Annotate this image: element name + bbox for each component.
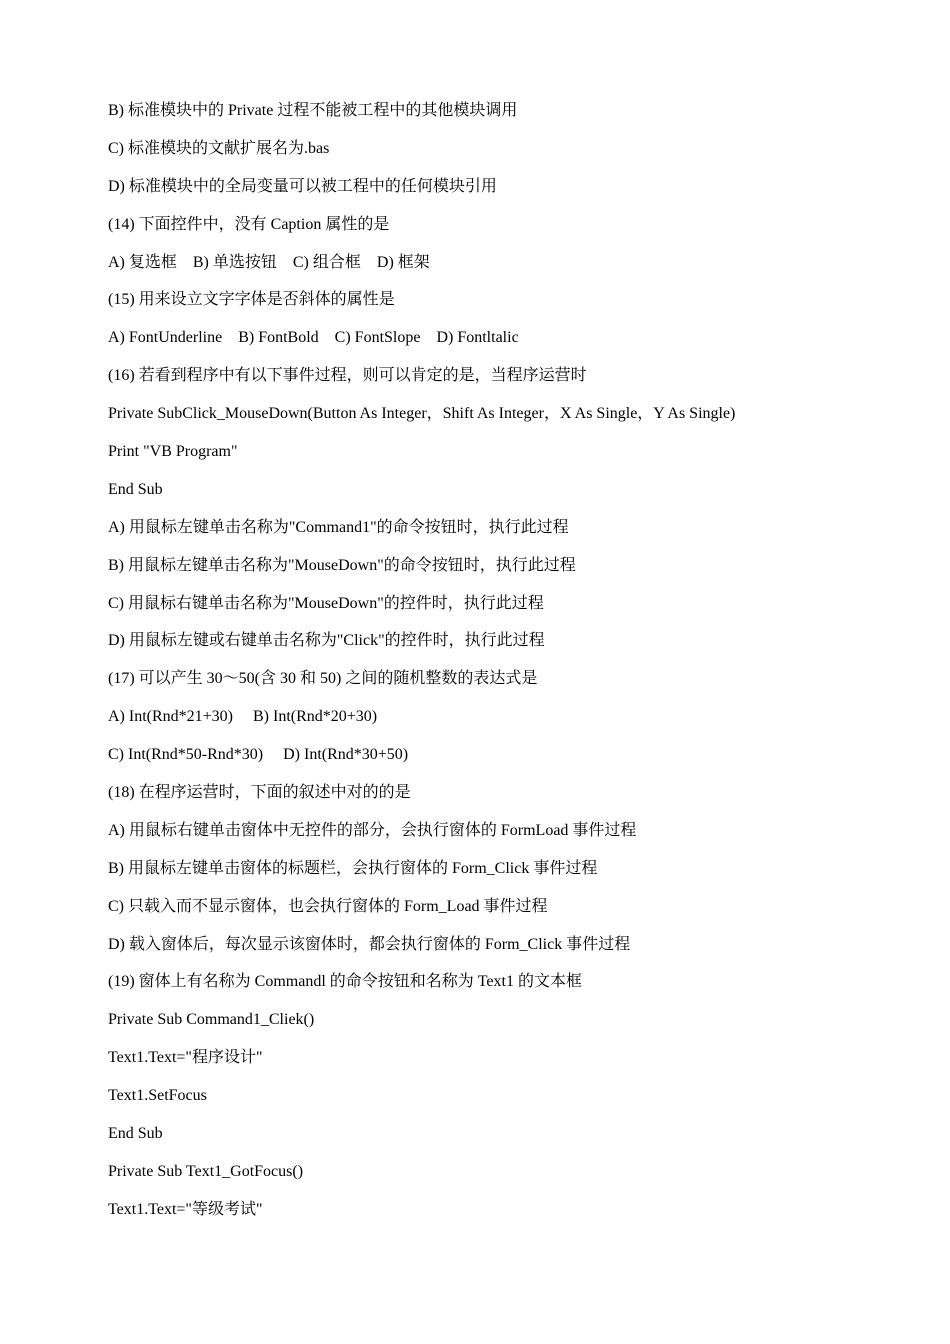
code-line: Text1.Text="等级考试": [108, 1200, 263, 1218]
question-18-option-d: D) 载入窗体后，每次显示该窗体时，都会执行窗体的 Form_Click 事件过程: [108, 935, 631, 953]
question-17-options-ab: A) Int(Rnd*21+30) B) Int(Rnd*20+30): [108, 708, 378, 726]
question-18-option-c: C) 只载入而不显示窗体，也会执行窗体的 Form_Load 事件过程: [108, 897, 548, 915]
question-16-option-c: C) 用鼠标右键单击名称为"MouseDown"的控件时，执行此过程: [108, 594, 544, 612]
option-b-line: B) 标准模块中的 Private 过程不能被工程中的其他模块调用: [108, 102, 518, 119]
question-19: (19) 窗体上有名称为 Commandl 的命令按钮和名称为 Text1 的文本框: [108, 973, 582, 991]
question-14: (14) 下面控件中，没有 Caption 属性的是: [108, 215, 390, 233]
question-15-options: A) FontUnderline B) FontBold C) FontSlope D) Fontltalic: [108, 329, 519, 347]
question-14-options: A) 复选框 B) 单选按钮 C) 组合框 D) 框架: [108, 253, 430, 271]
code-line: Private Sub Command1_Cliek(): [108, 1011, 315, 1029]
document-body: [108, 96, 888, 1233]
question-18: (18) 在程序运营时，下面的叙述中对的的是: [108, 784, 411, 802]
code-line: Text1.SetFocus: [108, 1087, 207, 1105]
code-line: End Sub: [108, 480, 163, 498]
question-16-option-d: D) 用鼠标左键或右键单击名称为"Click"的控件时，执行此过程: [108, 632, 545, 650]
code-line: Private Sub Text1_GotFocus(): [108, 1162, 304, 1180]
code-line: End Sub: [108, 1125, 163, 1143]
question-18-option-a: A) 用鼠标右键单击窗体中无控件的部分，会执行窗体的 FormLoad 事件过程: [108, 821, 637, 839]
code-line: Text1.Text="程序设计": [108, 1049, 263, 1067]
question-16-option-b: B) 用鼠标左键单击名称为"MouseDown"的命令按钮时，执行此过程: [108, 556, 576, 574]
code-line: Private SubClick_MouseDown(Button As Integer，Shift As Integer，X As Single，Y As Single): [108, 405, 736, 423]
question-18-option-b: B) 用鼠标左键单击窗体的标题栏，会执行窗体的 Form_Click 事件过程: [108, 859, 598, 877]
question-17-options-cd: C) Int(Rnd*50-Rnd*30) D) Int(Rnd*30+50): [108, 746, 409, 764]
question-15: (15) 用来设立文字字体是否斜体的属性是: [108, 291, 395, 309]
option-c-line: C) 标准模块的文献扩展名为.bas: [108, 139, 330, 157]
question-16: (16) 若看到程序中有以下事件过程，则可以肯定的是，当程序运营时: [108, 367, 587, 385]
option-d-line: D) 标准模块中的全局变量可以被工程中的任何模块引用: [108, 177, 497, 195]
question-16-option-a: A) 用鼠标左键单击名称为"Command1"的命令按钮时，执行此过程: [108, 518, 569, 536]
question-17: (17) 可以产生 30～50(含 30 和 50) 之间的随机整数的表达式是: [108, 670, 538, 688]
code-line: Print "VB Program": [108, 443, 238, 461]
